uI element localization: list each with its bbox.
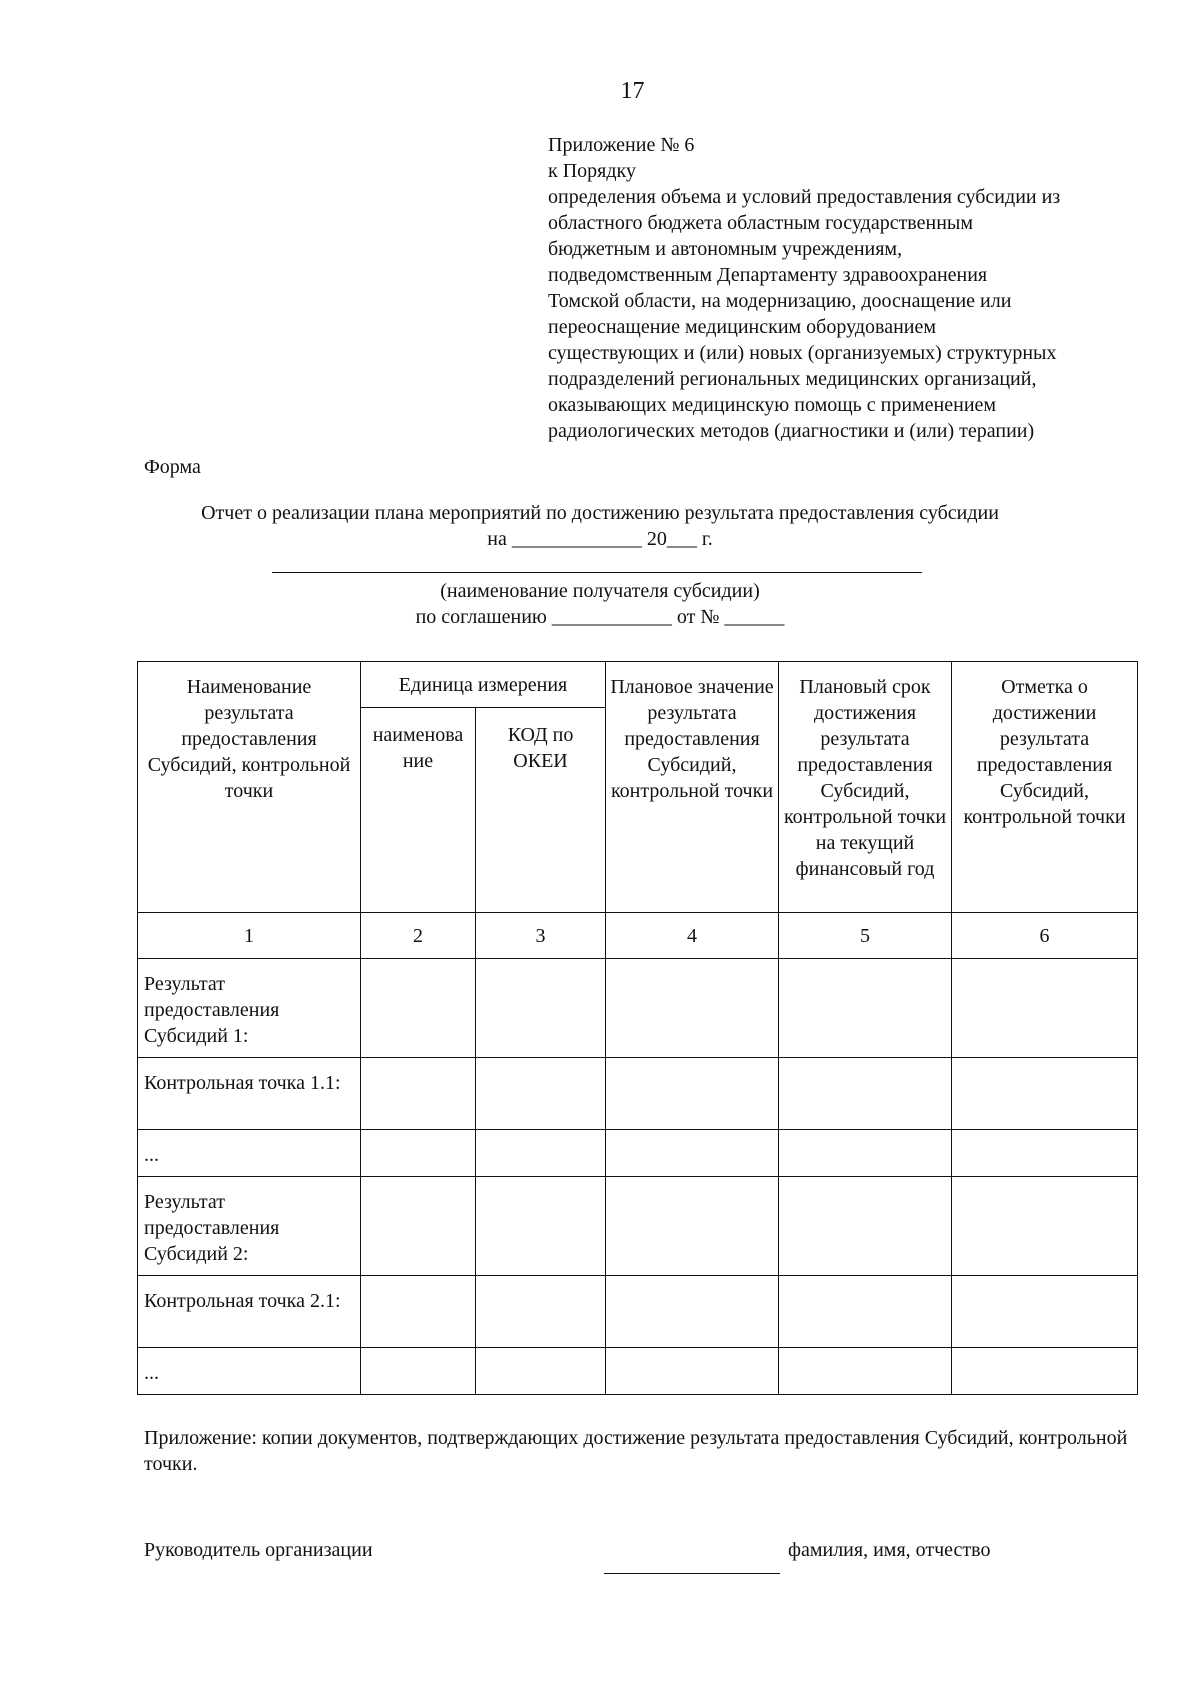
appendix-line: оказывающих медицинскую помощь с применением [548,394,997,416]
appendix-header [548,132,1148,444]
recipient-caption: (наименование получателя субсидии) [440,580,760,602]
signature-line [604,1573,780,1574]
table-cell[interactable] [952,1177,1138,1276]
table-cell[interactable] [606,959,779,1058]
row-label: ... [138,1130,361,1177]
table-cell[interactable] [476,959,606,1058]
page-number: 17 [620,78,645,104]
appendix-line: Томской области, на модернизацию, дооснащение или [548,290,1012,312]
header-achievement-mark: Отметка о достижении результата предоставления Субсидий, контрольной точки [952,662,1138,913]
table-cell[interactable] [779,1058,952,1130]
appendix-line: существующих и (или) новых (организуемых) структурных [548,342,1057,364]
table-cell[interactable] [606,1130,779,1177]
table-row [138,1348,1138,1395]
row-label: Контрольная точка 1.1: [138,1058,361,1130]
row-label: Результат предоставления Субсидий 1: [138,959,361,1058]
column-number-row [138,913,1138,959]
column-number: 2 [361,913,476,959]
full-name-label: фамилия, имя, отчество [788,1539,991,1561]
appendix-line: областного бюджета областным государственным [548,212,974,234]
header-unit-code: КОД по ОКЕИ [476,708,606,913]
header-result-name: Наименование результата предоставления Субсидий, контрольной точки [138,662,361,913]
table-cell[interactable] [779,1130,952,1177]
header-planned-value: Плановое значение результата предоставления Субсидий, контрольной точки [606,662,779,913]
column-number: 4 [606,913,779,959]
column-number: 6 [952,913,1138,959]
appendix-line: к Порядку [548,160,636,182]
appendix-line: радиологических методов (диагностики и (или) терапии) [548,420,1035,442]
agreement-line: по соглашению ____________ от № ______ [415,606,785,628]
table-cell[interactable] [476,1276,606,1348]
table-row [138,1130,1138,1177]
appendix-line: определения объема и условий предоставления субсидии из [548,186,1061,208]
column-number: 5 [779,913,952,959]
report-table [137,661,1138,1395]
table-cell[interactable] [952,1348,1138,1395]
table-cell[interactable] [779,1276,952,1348]
table-cell[interactable] [952,1130,1138,1177]
table-row [138,1058,1138,1130]
head-of-organization-label: Руководитель организации [144,1539,373,1561]
attachment-note: Приложение: копии документов, подтверждающих достижение результата предоставления Субсидий, контрольной точки. [144,1427,1128,1475]
appendix-line: подведомственным Департаменту здравоохранения [548,264,988,286]
row-label: ... [138,1348,361,1395]
table-row [138,1177,1138,1276]
column-number: 3 [476,913,606,959]
header-unit-name: наименова ние [361,708,476,913]
report-date-line: на _____________ 20___ г. [487,528,713,550]
table-cell[interactable] [361,1130,476,1177]
table-header-row [138,662,1138,708]
table-cell[interactable] [779,1348,952,1395]
table-cell[interactable] [361,1276,476,1348]
table-cell[interactable] [952,1058,1138,1130]
table-cell[interactable] [476,1058,606,1130]
form-label: Форма [144,456,201,478]
table-cell[interactable] [952,959,1138,1058]
appendix-title: Приложение № 6 [548,134,695,156]
appendix-line: бюджетным и автономным учреждениям, [548,238,903,260]
appendix-line: переоснащение медицинским оборудованием [548,316,937,338]
table-cell[interactable] [476,1177,606,1276]
table-cell[interactable] [606,1348,779,1395]
recipient-name-line [272,572,922,573]
table-row [138,959,1138,1058]
table-cell[interactable] [476,1348,606,1395]
table-row [138,1276,1138,1348]
appendix-line: подразделений региональных медицинских организаций, [548,368,1037,390]
table-cell[interactable] [476,1130,606,1177]
column-number: 1 [138,913,361,959]
table-cell[interactable] [361,1177,476,1276]
report-title: Отчет о реализации плана мероприятий по достижению результата предоставления субсидии [201,502,999,524]
header-planned-deadline: Плановый срок достижения результата предоставления Субсидий, контрольной точки на текущий финансовый год [779,662,952,913]
table-cell[interactable] [952,1276,1138,1348]
table-cell[interactable] [361,1058,476,1130]
table-cell[interactable] [361,959,476,1058]
row-label: Контрольная точка 2.1: [138,1276,361,1348]
table-cell[interactable] [779,1177,952,1276]
row-label: Результат предоставления Субсидий 2: [138,1177,361,1276]
table-cell[interactable] [606,1276,779,1348]
table-cell[interactable] [361,1348,476,1395]
table-cell[interactable] [606,1177,779,1276]
table-cell[interactable] [606,1058,779,1130]
table-cell[interactable] [779,959,952,1058]
header-unit-group: Единица измерения [361,662,606,708]
